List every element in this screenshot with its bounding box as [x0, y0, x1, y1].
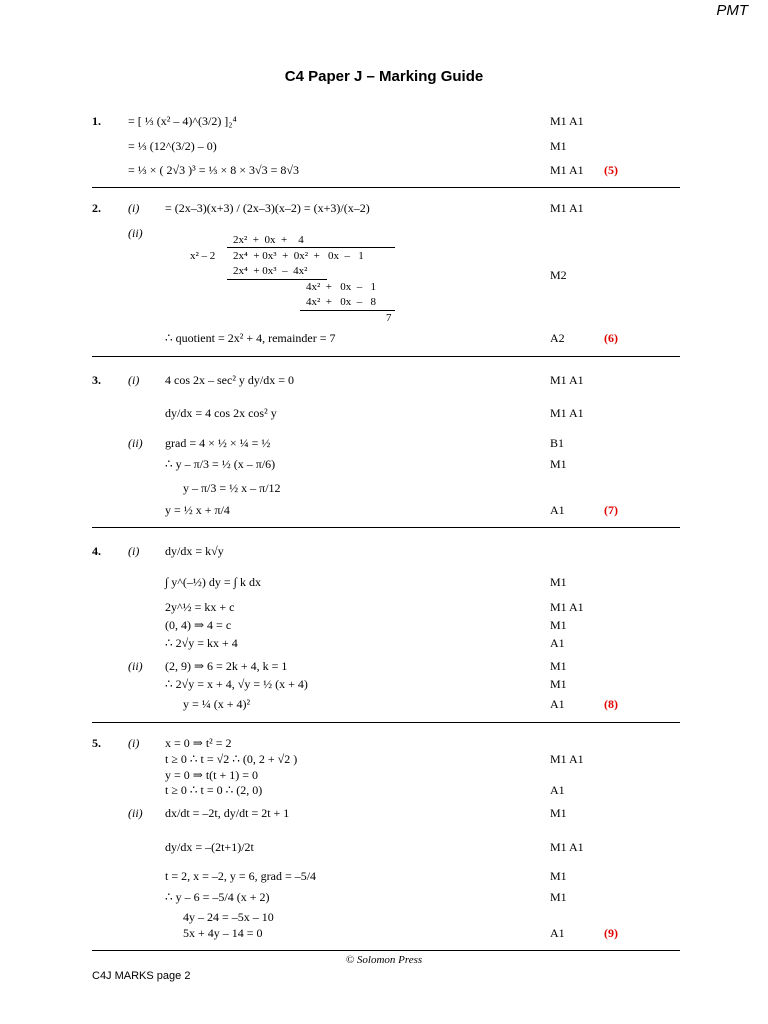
q2-mark-3: A2	[550, 331, 565, 345]
q5-line-3: y = 0 ⇒ t(t + 1) = 0	[165, 768, 259, 782]
division-rule	[227, 279, 327, 280]
division-divisor: x² – 2	[190, 250, 216, 262]
q3-number: 3.	[92, 373, 101, 387]
q3-mark-3: B1	[550, 436, 565, 450]
q3-part-ii: (ii)	[128, 436, 143, 450]
q3-line-4: ∴ y – π/3 = ½ (x – π/6)	[165, 457, 276, 471]
division-step-1: 2x⁴ + 0x³ – 4x²	[233, 265, 308, 277]
q1-mark-3: M1 A1	[550, 163, 584, 177]
division-dividend: 2x⁴ + 0x³ + 0x² + 0x – 1	[233, 250, 364, 262]
q4-line-3: 2y^½ = kx + c	[165, 600, 235, 614]
q2-part-ii: (ii)	[128, 226, 143, 240]
q4-part-i: (i)	[128, 544, 140, 558]
divider	[92, 356, 680, 357]
q5-mark-3: M1	[550, 806, 567, 820]
q1-total: (5)	[604, 163, 618, 177]
q4-line-8: y = ¼ (x + 4)²	[183, 697, 251, 711]
q4-line-4: (0, 4) ⇒ 4 = c	[165, 618, 232, 632]
q1-line-2: = ⅓ (12^(3/2) – 0)	[128, 139, 217, 153]
q5-line-4: t ≥ 0 ∴ t = 0 ∴ (2, 0)	[165, 783, 263, 797]
q3-line-2: dy/dx = 4 cos 2x cos² y	[165, 406, 277, 420]
q5-mark-5: M1	[550, 869, 567, 883]
q4-mark-6: M1	[550, 677, 567, 691]
q3-line-5: y – π/3 = ½ x – π/12	[183, 481, 281, 495]
q1-line-3: = ⅓ × ( 2√3 )³ = ⅓ × 8 × 3√3 = 8√3	[128, 163, 299, 177]
q4-mark-1: M1	[550, 575, 567, 589]
q2-line-1: = (2x–3)(x+3) / (2x–3)(x–2) = (x+3)/(x–2)	[165, 201, 370, 215]
q1-line-1: = [ ⅓ (x² – 4)^(3/2) ]₂⁴	[128, 114, 237, 128]
q2-part-i: (i)	[128, 201, 140, 215]
q4-total: (8)	[604, 697, 618, 711]
q1-mark-1: M1 A1	[550, 114, 584, 128]
q5-number: 5.	[92, 736, 101, 750]
divider	[92, 187, 680, 188]
division-step-2: 4x² + 0x – 1	[306, 281, 377, 293]
q3-mark-2: M1 A1	[550, 406, 584, 420]
q5-line-6: dy/dx = –(2t+1)/2t	[165, 840, 254, 854]
q2-line-2: ∴ quotient = 2x² + 4, remainder = 7	[165, 331, 336, 345]
pmt-watermark: PMT	[716, 2, 748, 19]
divider	[92, 950, 680, 951]
q2-mark-1: M1 A1	[550, 201, 584, 215]
q5-line-10: 5x + 4y – 14 = 0	[183, 926, 263, 940]
q5-part-ii: (ii)	[128, 806, 143, 820]
q5-mark-7: A1	[550, 926, 565, 940]
q5-line-2: t ≥ 0 ∴ t = √2 ∴ (0, 2 + √2 )	[165, 752, 298, 766]
q3-line-6: y = ½ x + π/4	[165, 503, 230, 517]
q5-total: (9)	[604, 926, 618, 940]
q4-line-6: (2, 9) ⇒ 6 = 2k + 4, k = 1	[165, 659, 288, 673]
q5-mark-4: M1 A1	[550, 840, 584, 854]
q4-line-2: ∫ y^(–½) dy = ∫ k dx	[165, 575, 261, 589]
divider	[92, 722, 680, 723]
division-remainder: 7	[386, 312, 392, 324]
copyright: © Solomon Press	[345, 954, 423, 966]
q4-mark-2: M1 A1	[550, 600, 584, 614]
q4-line-7: ∴ 2√y = x + 4, √y = ½ (x + 4)	[165, 677, 308, 691]
q3-mark-1: M1 A1	[550, 373, 584, 387]
q5-line-5: dx/dt = –2t, dy/dt = 2t + 1	[165, 806, 290, 820]
q2-total: (6)	[604, 331, 618, 345]
q5-part-i: (i)	[128, 736, 140, 750]
q5-line-9: 4y – 24 = –5x – 10	[183, 910, 274, 924]
q2-mark-2: M2	[550, 268, 567, 282]
q4-mark-5: M1	[550, 659, 567, 673]
q5-line-7: t = 2, x = –2, y = 6, grad = –5/4	[165, 869, 317, 883]
q3-part-i: (i)	[128, 373, 140, 387]
q5-mark-2: A1	[550, 783, 565, 797]
q4-mark-3: M1	[550, 618, 567, 632]
q3-mark-4: M1	[550, 457, 567, 471]
q4-mark-7: A1	[550, 697, 565, 711]
divider	[92, 527, 680, 528]
division-quotient: 2x² + 0x + 4	[233, 234, 304, 246]
q5-line-1: x = 0 ⇒ t² = 2	[165, 736, 232, 750]
q4-line-1: dy/dx = k√y	[165, 544, 224, 558]
q1-number: 1.	[92, 114, 101, 128]
q3-total: (7)	[604, 503, 618, 517]
q5-mark-1: M1 A1	[550, 752, 584, 766]
division-bar	[227, 247, 395, 248]
division-step-3: 4x² + 0x – 8	[306, 296, 377, 308]
division-rule	[300, 310, 395, 311]
q1-mark-2: M1	[550, 139, 567, 153]
page-label: C4J MARKS page 2	[92, 970, 191, 982]
page-title: C4 Paper J – Marking Guide	[284, 68, 484, 85]
q2-number: 2.	[92, 201, 101, 215]
q3-line-1: 4 cos 2x – sec² y dy/dx = 0	[165, 373, 295, 387]
q5-mark-6: M1	[550, 890, 567, 904]
q4-mark-4: A1	[550, 636, 565, 650]
q5-line-8: ∴ y – 6 = –5/4 (x + 2)	[165, 890, 270, 904]
q4-line-5: ∴ 2√y = kx + 4	[165, 636, 238, 650]
q3-line-3: grad = 4 × ½ × ¼ = ½	[165, 436, 271, 450]
q4-part-ii: (ii)	[128, 659, 143, 673]
q3-mark-5: A1	[550, 503, 565, 517]
q4-number: 4.	[92, 544, 101, 558]
